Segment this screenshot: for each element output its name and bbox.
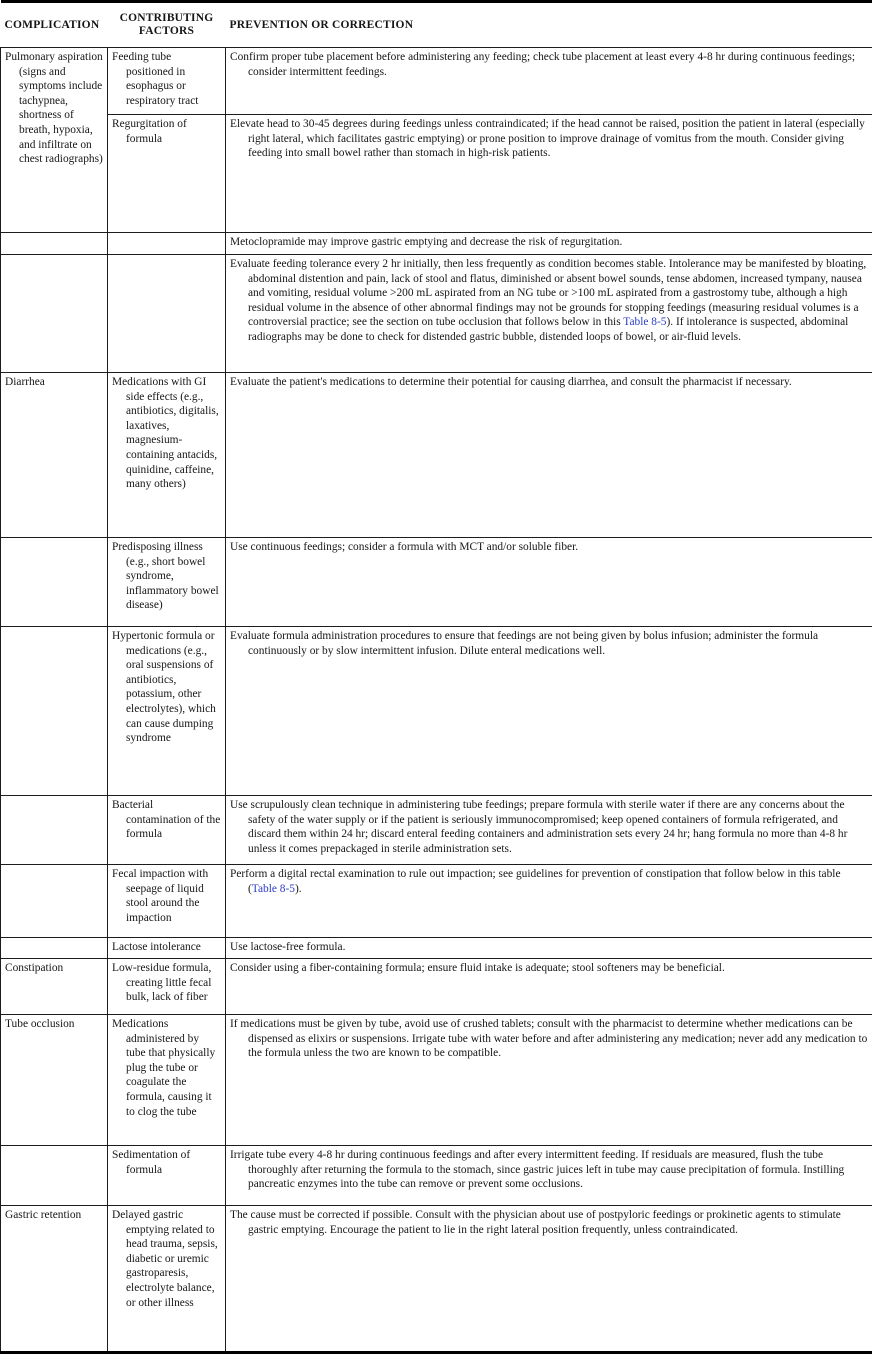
table-row bbox=[1, 796, 872, 865]
prevention-text: Use scrupulously clean technique in administering tube feedings; prepare formula with sterile water if there are any concerns about the safety of the water supply or if the patient is seriously immunocompromised; keep opened containers of formula refrigerated, and discard them within 24 hr; discard enteral feeding containers and administration sets every 24 hr; hang formula no more than 4-8 hr unless it comes prepackaged in sterile administration sets. bbox=[230, 799, 848, 855]
column-header-complication: COMPLICATION bbox=[1, 2, 108, 48]
factors-cell bbox=[108, 538, 226, 627]
complication-cell bbox=[1, 1015, 108, 1146]
prevention-text bbox=[230, 867, 868, 896]
factors-text: Medications with GI side effects (e.g., antibiotics, digitalis, laxatives, magnesium-containing antacids, quinidine, caffeine, many others) bbox=[112, 376, 219, 491]
complication-cell bbox=[1, 1206, 108, 1353]
prevention-text-segment: Evaluate feeding tolerance every 2 hr initially, then less frequently as condition becomes stable. Intolerance may be manifested by bloating, abdominal distention and pain, lack of stool and flatus, diminished or absent bowel sounds, tense abdomen, increased tympany, nausea and vomiting, residual volume >200 mL aspirated from an NG tube or >100 mL aspirated from a gastrostomy tube, although a high residual volume in the absence of other abnormal findings may not be grounds for stopping feedings (measuring residual volumes is a controversial practice; see the section on tube occlusion that follows below in this bbox=[230, 258, 867, 329]
factors-text: Feeding tube positioned in esophagus or respiratory tract bbox=[112, 51, 199, 107]
factors-cell bbox=[108, 938, 226, 959]
header-row bbox=[1, 2, 872, 48]
prevention-cell bbox=[226, 796, 872, 865]
prevention-text-segment: ). bbox=[294, 882, 302, 895]
factors-text: Medications administered by tube that physically plug the tube or coagulate the formula, causing it to clog the tube bbox=[112, 1018, 216, 1118]
table-row bbox=[1, 959, 872, 1015]
factors-text: Regurgitation of formula bbox=[112, 118, 187, 145]
complication-cell bbox=[1, 373, 108, 538]
prevention-cell bbox=[226, 1015, 872, 1146]
table-8-5-link[interactable]: Table 8-5 bbox=[623, 316, 667, 329]
prevention-text: Elevate head to 30-45 degrees during feedings unless contraindicated; if the head cannot be raised, position the patient in lateral (especially right lateral, which facilitates gastric emptying) or prone position to improve drainage of vomitus from the mouth. Consider giving feeding into small bowel rather than stomach in high-risk patients. bbox=[230, 118, 865, 160]
prevention-text: If medications must be given by tube, avoid use of crushed tablets; consult with the pharmacist to determine whether medications can be dispensed as elixirs or suspensions. Irrigate tube with water before and after administering any medication; never add any medication to the formula unless the two are known to be compatible. bbox=[230, 1018, 868, 1060]
table-body bbox=[1, 48, 872, 1353]
table-row bbox=[1, 255, 872, 373]
table-row bbox=[1, 373, 872, 538]
complication-text: Constipation bbox=[5, 962, 64, 974]
factors-cell bbox=[108, 115, 226, 233]
prevention-cell bbox=[226, 627, 872, 796]
complication-text: Pulmonary aspiration (signs and symptoms include tachypnea, shortness of breath, hypoxia, and infiltrate on chest radiographs) bbox=[5, 51, 103, 166]
complication-cell bbox=[1, 233, 108, 255]
column-header-prevention-or-correction: PREVENTION OR CORRECTION bbox=[226, 2, 872, 48]
complication-cell bbox=[1, 538, 108, 627]
factors-cell bbox=[108, 373, 226, 538]
prevention-cell bbox=[226, 255, 872, 373]
prevention-text: Evaluate the patient's medications to determine their potential for causing diarrhea, and consult the pharmacist if necessary. bbox=[230, 376, 792, 388]
factors-text: Delayed gastric emptying related to head trauma, sepsis, diabetic or uremic gastroparesis, electrolyte balance, or other illness bbox=[112, 1209, 218, 1309]
table-row bbox=[1, 1206, 872, 1353]
factors-cell bbox=[108, 627, 226, 796]
prevention-cell bbox=[226, 115, 872, 233]
complication-cell bbox=[1, 959, 108, 1015]
table-row bbox=[1, 48, 872, 115]
factors-cell bbox=[108, 255, 226, 373]
factors-text: Predisposing illness (e.g., short bowel syndrome, inflammatory bowel disease) bbox=[112, 541, 219, 612]
table-8-5-link[interactable]: Table 8-5 bbox=[251, 882, 295, 895]
complication-cell bbox=[1, 865, 108, 938]
factors-cell bbox=[108, 48, 226, 115]
prevention-cell bbox=[226, 938, 872, 959]
prevention-cell bbox=[226, 865, 872, 938]
factors-text: Bacterial contamination of the formula bbox=[112, 799, 221, 841]
table-row bbox=[1, 627, 872, 796]
complication-cell bbox=[1, 1146, 108, 1206]
complication-text: Diarrhea bbox=[5, 376, 45, 388]
prevention-text-segment: ). If intolerance is suspected, abdominal radiographs may be done to check for distended gastric bubble, distended loops of bowel, or air-fluid levels. bbox=[248, 316, 849, 343]
complication-cell bbox=[1, 255, 108, 373]
table-row bbox=[1, 233, 872, 255]
table-row bbox=[1, 1015, 872, 1146]
factors-cell bbox=[108, 1206, 226, 1353]
prevention-cell bbox=[226, 373, 872, 538]
prevention-cell bbox=[226, 1206, 872, 1353]
prevention-text: Use lactose-free formula. bbox=[230, 941, 346, 953]
factors-cell bbox=[108, 796, 226, 865]
complication-text: Tube occlusion bbox=[5, 1018, 75, 1030]
prevention-cell bbox=[226, 1146, 872, 1206]
prevention-text: Use continuous feedings; consider a formula with MCT and/or soluble fiber. bbox=[230, 541, 579, 553]
table-row bbox=[1, 865, 872, 938]
factors-text: Fecal impaction with seepage of liquid stool around the impaction bbox=[112, 868, 209, 924]
prevention-cell bbox=[226, 233, 872, 255]
complication-cell bbox=[1, 627, 108, 796]
prevention-text: Evaluate formula administration procedures to ensure that feedings are not being given by bolus infusion; administer the formula continuously or by slow intermittent infusion. Dilute enteral medications well. bbox=[230, 630, 819, 657]
prevention-cell bbox=[226, 48, 872, 115]
factors-cell bbox=[108, 865, 226, 938]
complication-cell bbox=[1, 48, 108, 233]
table-row bbox=[1, 538, 872, 627]
factors-text: Low-residue formula, creating little fecal bulk, lack of fiber bbox=[112, 962, 212, 1004]
complication-cell bbox=[1, 938, 108, 959]
table-header bbox=[1, 2, 872, 48]
prevention-text bbox=[230, 257, 868, 345]
table-row bbox=[1, 1146, 872, 1206]
column-header-contributing-factors: CONTRIBUTING FACTORS bbox=[108, 2, 226, 48]
prevention-text: Irrigate tube every 4-8 hr during continuous feedings and after every intermittent feeding. If residuals are measured, flush the tube thoroughly after returning the formula to the stomach, since gastric juices left in tube may cause precipitation of formula. Instilling pancreatic enzymes into the tube can remove or prevent some occlusions. bbox=[230, 1149, 845, 1191]
prevention-text: Confirm proper tube placement before administering any feeding; check tube placement at least every 4-8 hr during continuous feedings; consider intermittent feedings. bbox=[230, 51, 856, 78]
factors-cell bbox=[108, 959, 226, 1015]
factors-text: Sedimentation of formula bbox=[112, 1149, 191, 1176]
prevention-text: Consider using a fiber-containing formula; ensure fluid intake is adequate; stool softeners may be beneficial. bbox=[230, 962, 725, 974]
table-row bbox=[1, 938, 872, 959]
prevention-text-segment: Perform a digital rectal examination to rule out impaction; see guidelines for prevention of constipation that follow below in this table ( bbox=[230, 868, 841, 895]
factors-cell bbox=[108, 1015, 226, 1146]
complication-text: Gastric retention bbox=[5, 1209, 82, 1221]
prevention-text: The cause must be corrected if possible. Consult with the physician about use of postpyloric feedings or prokinetic agents to stimulate gastric emptying. Encourage the patient to lie in the right lateral position frequently, unless contraindicated. bbox=[230, 1209, 841, 1236]
factors-cell bbox=[108, 1146, 226, 1206]
prevention-text: Metoclopramide may improve gastric emptying and decrease the risk of regurgitation. bbox=[230, 236, 623, 248]
factors-cell bbox=[108, 233, 226, 255]
prevention-cell bbox=[226, 538, 872, 627]
factors-text: Hypertonic formula or medications (e.g., oral suspensions of antibiotics, potassium, other electrolytes), which can cause dumping syndrome bbox=[112, 630, 216, 745]
complication-cell bbox=[1, 796, 108, 865]
table-row bbox=[1, 115, 872, 233]
factors-text: Lactose intolerance bbox=[112, 941, 201, 953]
prevention-cell bbox=[226, 959, 872, 1015]
